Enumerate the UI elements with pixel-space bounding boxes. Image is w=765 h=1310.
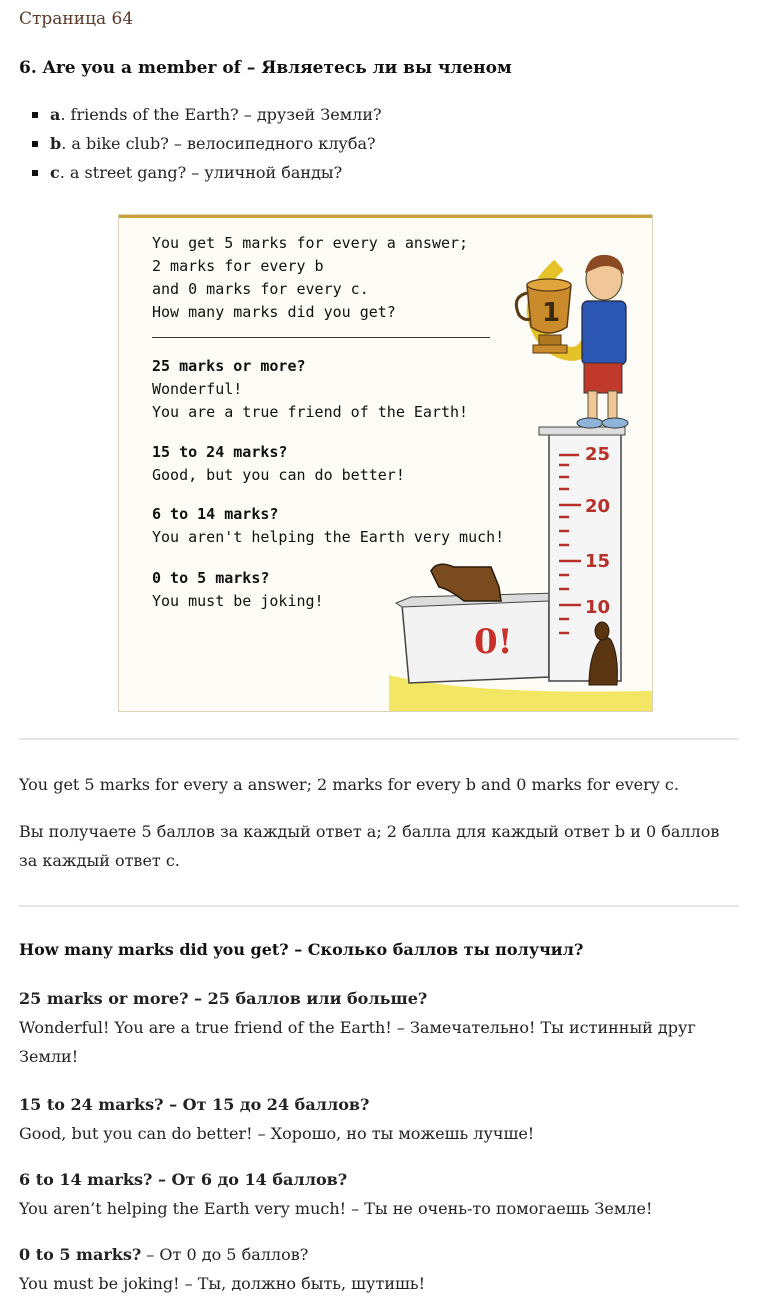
answer-heading: 6 to 14 marks? – От 6 до 14 баллов? — [19, 1170, 348, 1189]
result-line: You are a true friend of the Earth! — [152, 403, 469, 421]
explanation-english: You get 5 marks for every a answer; 2 marks for every b and 0 marks for every c. — [19, 775, 679, 794]
answer-heading: 25 marks or more? – 25 баллов или больше? — [19, 989, 428, 1008]
boy-shoe — [602, 418, 628, 428]
scale-label: 10 — [585, 597, 611, 618]
answer-text: Wonderful! You are a true friend of the Earth! – Замечательно! Ты истинный друг Земли! — [19, 1018, 696, 1066]
scale-label: 20 — [585, 496, 611, 517]
result-range: 6 to 14 marks? — [152, 505, 279, 523]
exercise-heading: 6. Are you a member of – Являетесь ли вы членом — [19, 58, 512, 78]
answer-text: Good, but you can do better! – Хорошо, но ты можешь лучше! — [19, 1124, 535, 1143]
answer-block — [19, 984, 739, 1071]
list-item — [19, 160, 382, 189]
scale-label: 25 — [585, 444, 611, 465]
scale-label: 15 — [585, 551, 611, 572]
option-text: . a bike club? – велосипедного клуба? — [61, 134, 376, 153]
boot-icon — [431, 564, 501, 601]
answer-block — [19, 1165, 739, 1223]
intro-line: How many marks did you get? — [152, 303, 396, 321]
result-line: Good, but you can do better! — [152, 466, 405, 484]
options-list — [19, 102, 382, 189]
option-key: b — [50, 134, 62, 153]
list-item — [19, 102, 382, 131]
intro-line: 2 marks for every b — [152, 257, 324, 275]
answer-heading-rest: – От 0 до 5 баллов? — [141, 1245, 309, 1264]
pedestal-label: 0! — [474, 622, 513, 662]
answer-block — [19, 1090, 739, 1148]
explanation-russian: Вы получаете 5 баллов за каждый ответ a; 2 балла для каждый ответ b и 0 баллов за каждый ответ c. — [19, 822, 720, 870]
answer-text: You aren’t helping the Earth very much! – Ты не очень-то помогаешь Земле! — [19, 1199, 653, 1218]
list-item — [19, 131, 382, 160]
quiz-illustration — [118, 214, 653, 712]
intro-line: You get 5 marks for every a answer; — [152, 234, 469, 252]
answer-text: You must be joking! – Ты, должно быть, шутишь! — [19, 1274, 425, 1293]
boy-shoe — [577, 418, 603, 428]
divider — [19, 738, 739, 740]
result-line: You must be joking! — [152, 592, 324, 610]
boy-leg — [608, 391, 617, 419]
result-range: 15 to 24 marks? — [152, 443, 288, 461]
intro-line: and 0 marks for every c. — [152, 280, 369, 298]
illustration-drawing — [119, 215, 652, 711]
result-line: You aren't helping the Earth very much! — [152, 528, 505, 546]
boy-shirt — [582, 301, 626, 365]
trophy-number: 1 — [542, 298, 561, 328]
option-text: . friends of the Earth? – друзей Земли? — [60, 105, 382, 124]
question-heading: How many marks did you get? – Сколько баллов ты получил? — [19, 940, 584, 959]
result-range: 0 to 5 marks? — [152, 569, 270, 587]
answer-heading: 0 to 5 marks? — [19, 1245, 142, 1264]
answer-block — [19, 1240, 739, 1298]
boy-leg — [588, 391, 597, 419]
option-text: . a street gang? – уличной банды? — [59, 163, 343, 182]
result-range: 25 marks or more? — [152, 357, 306, 375]
answer-heading: 15 to 24 marks? – От 15 до 24 баллов? — [19, 1095, 370, 1114]
divider — [19, 905, 739, 907]
option-key: c — [50, 163, 60, 182]
boy-shorts — [584, 363, 622, 393]
page-label: Страница 64 — [19, 9, 134, 29]
result-line: Wonderful! — [152, 380, 243, 398]
option-key: a — [50, 105, 61, 124]
